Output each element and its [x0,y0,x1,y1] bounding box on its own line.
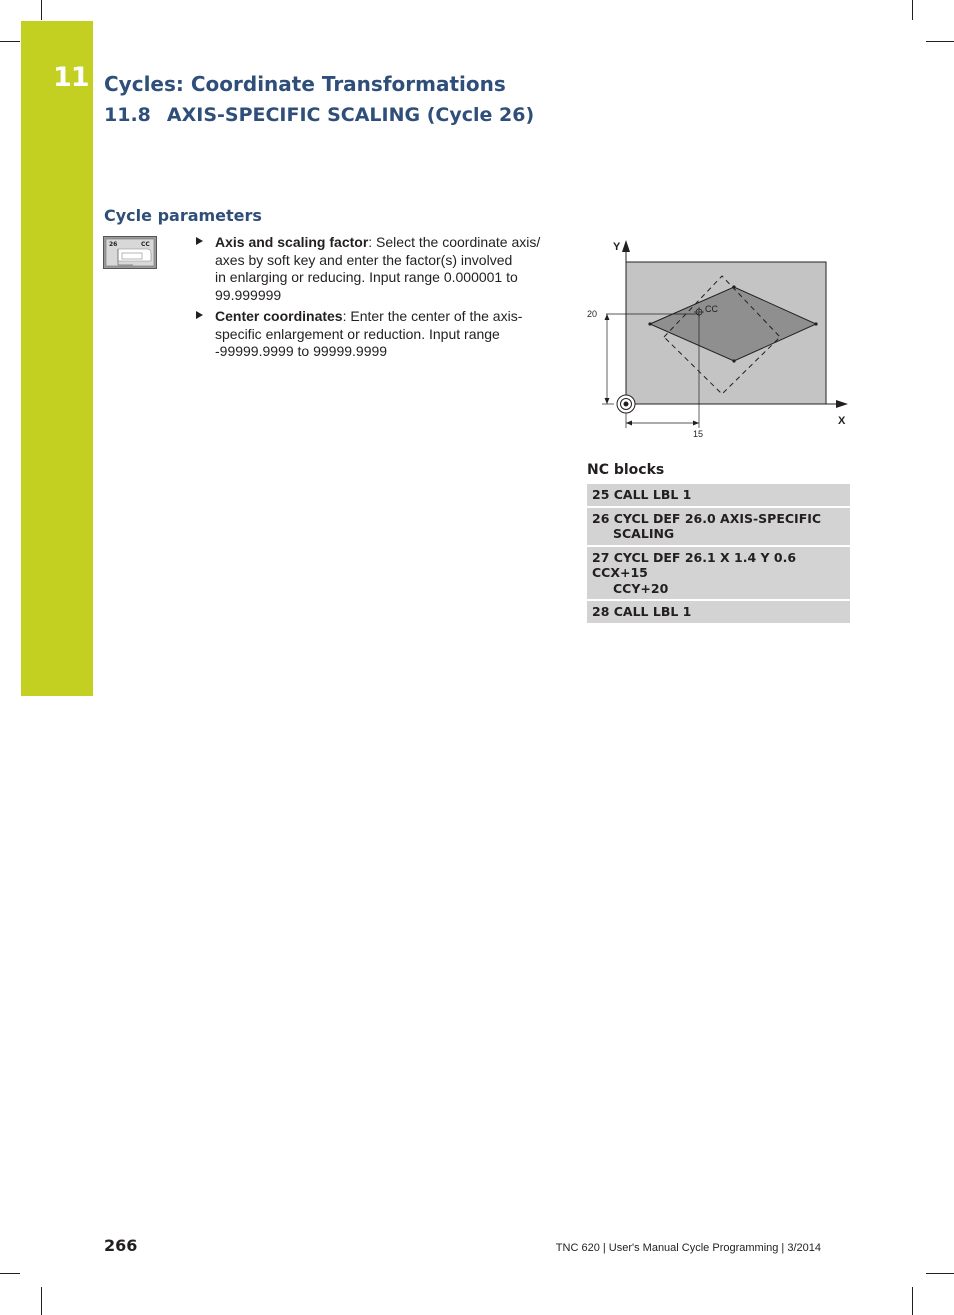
param-line: -99999.9999 to 99999.9999 [215,343,388,359]
section-number: 11.8 [104,104,151,126]
crop-mark [41,0,42,20]
footer-text: TNC 620 | User's Manual Cycle Programming | 3/2014 [555,1242,821,1254]
chapter-title: Cycles: Coordinate Transformations [104,72,506,96]
nc-block-row: 25 CALL LBL 1 [587,484,850,506]
nc-block-row: 28 CALL LBL 1 [587,601,850,623]
page-number: 266 [104,1236,138,1255]
nc-blocks-heading: NC blocks [587,462,665,478]
chapter-tab [21,21,93,696]
crop-mark [926,41,954,42]
param-term: Center coordinates [215,308,343,324]
crop-mark [0,41,20,42]
nc-blocks-table [587,484,850,625]
y-axis-label: Y [613,241,621,253]
crop-mark [926,1273,954,1274]
x-axis-label: X [838,415,846,427]
section-title-text: AXIS-SPECIFIC SCALING (Cycle 26) [166,104,535,126]
param-line: in enlarging or reducing. Input range 0.000001 to [215,269,518,285]
parameter-axis-scaling-factor [196,234,551,304]
parameter-center-coordinates [196,308,551,361]
chapter-number: 11 [53,62,89,93]
center-label: CC [705,304,718,314]
crop-mark [912,0,913,20]
scaling-diagram [584,234,854,444]
bullet-triangle-icon [196,237,203,245]
param-line: 99.999999 [215,286,282,303]
param-line: Axis and scaling factor: Select the coordinate axis/ [215,234,541,250]
cycle-26-softkey-icon [103,236,157,269]
crop-mark [912,1287,913,1315]
param-line: specific enlargement or reduction. Input range [215,325,500,342]
softkey-left-label: 26 [109,241,118,248]
nc-block-row: 27 CYCL DEF 26.1 X 1.4 Y 0.6 CCX+15 CCY+20 [587,547,850,600]
cycle-parameters-heading: Cycle parameters [104,206,262,225]
section-title [104,104,534,126]
dimension-y-label: 20 [587,309,598,319]
param-line: axes by soft key and enter the factor(s) involved [215,251,513,268]
softkey-right-label: CC [141,241,150,248]
crop-mark [0,1273,20,1274]
dimension-x-label: 15 [693,429,704,439]
bullet-triangle-icon [196,311,203,319]
param-line: Center coordinates: Enter the center of the axis- [215,308,523,324]
param-term: Axis and scaling factor [215,234,369,250]
nc-block-row: 26 CYCL DEF 26.0 AXIS-SPECIFIC SCALING [587,508,850,545]
crop-mark [41,1287,42,1315]
